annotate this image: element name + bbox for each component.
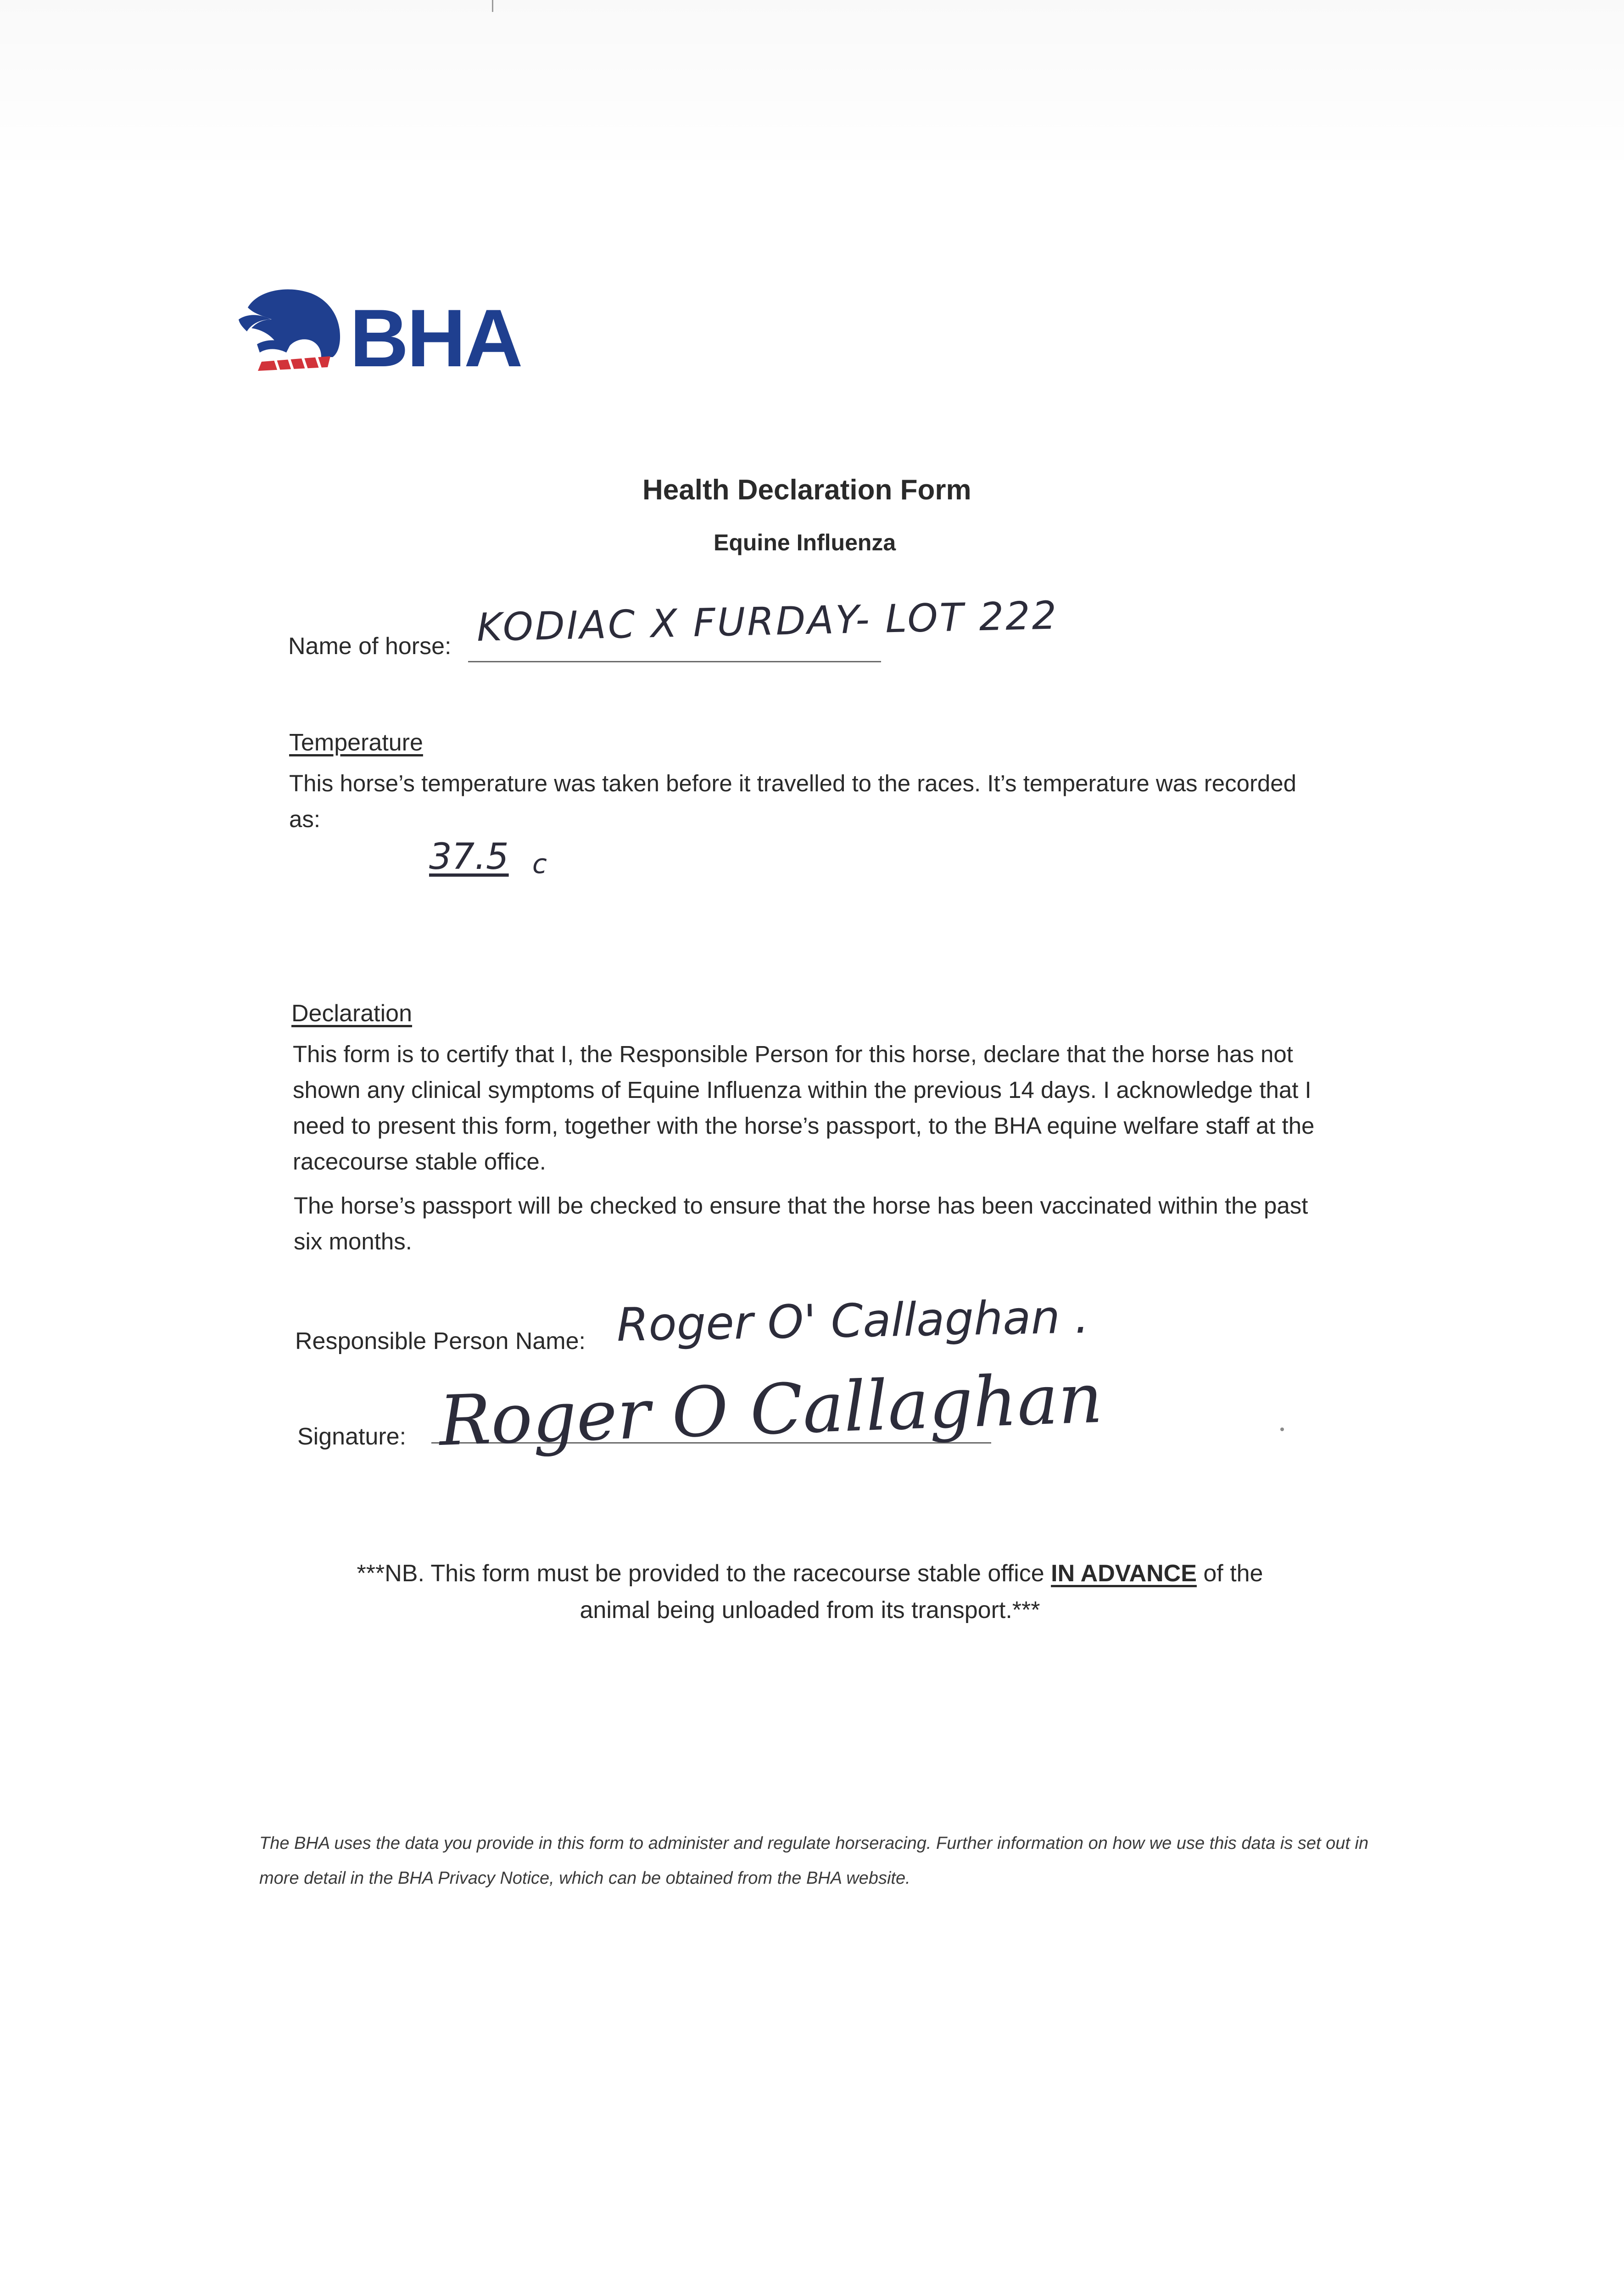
declaration-paragraph-1: This form is to certify that I, the Responsible Person for this horse, declare that the horse has not shown any clinical symptoms of Equine Influenza within the previous 14 days. I acknowledge that I need to present this form, together with the horse’s passport, to the BHA equine welfare staff at the racecourse stable office. xyxy=(293,1041,1315,1175)
temperature-text: This horse’s temperature was taken before it travelled to the races. It’s temperature was recorded as: xyxy=(289,770,1297,832)
advance-notice-emphasis: IN ADVANCE xyxy=(1051,1560,1197,1587)
temperature-value: 37.5 xyxy=(429,836,509,878)
temperature-heading: Temperature xyxy=(289,729,423,756)
responsible-name-value: Roger O' Callaghan . xyxy=(616,1290,1090,1352)
responsible-name-label: Responsible Person Name: xyxy=(295,1328,586,1355)
scan-speck xyxy=(1280,1427,1284,1431)
signature-label: Signature: xyxy=(297,1423,407,1450)
advance-notice-suffix: of the xyxy=(1203,1560,1263,1587)
bha-logo-text: BHA xyxy=(350,292,521,384)
privacy-notice: The BHA uses the data you provide in this form to administer and regulate horseracing. Further information on how we use this data is set out in more detail in the BHA Privacy Notice, which can be obtained from the BHA website. xyxy=(259,1834,1369,1888)
bha-logo xyxy=(229,275,537,386)
horse-head-icon xyxy=(239,289,340,371)
declaration-paragraph-2: The horse’s passport will be checked to ensure that the horse has been vaccinated within the past six months. xyxy=(294,1192,1308,1254)
scan-mark xyxy=(492,0,493,12)
advance-notice xyxy=(317,1555,1303,1629)
declaration-heading: Declaration xyxy=(291,1000,413,1027)
advance-notice-line-2: animal being unloaded from its transport.*** xyxy=(580,1597,1040,1623)
form-subtitle: Equine Influenza xyxy=(714,530,896,555)
signature-image: Roger O Callaghan xyxy=(437,1358,1104,1461)
advance-notice-prefix: ***NB. This form must be provided to the racecourse stable office xyxy=(357,1560,1044,1587)
horse-name-line xyxy=(468,661,881,662)
horse-name-value: KODIAC X FURDAY- LOT 222 xyxy=(476,593,1059,650)
form-title: Health Declaration Form xyxy=(642,474,971,506)
temperature-unit: c xyxy=(532,848,547,879)
horse-name-label: Name of horse: xyxy=(288,633,452,660)
advance-notice-line-1 xyxy=(317,1555,1303,1592)
scan-shading xyxy=(0,0,1624,174)
